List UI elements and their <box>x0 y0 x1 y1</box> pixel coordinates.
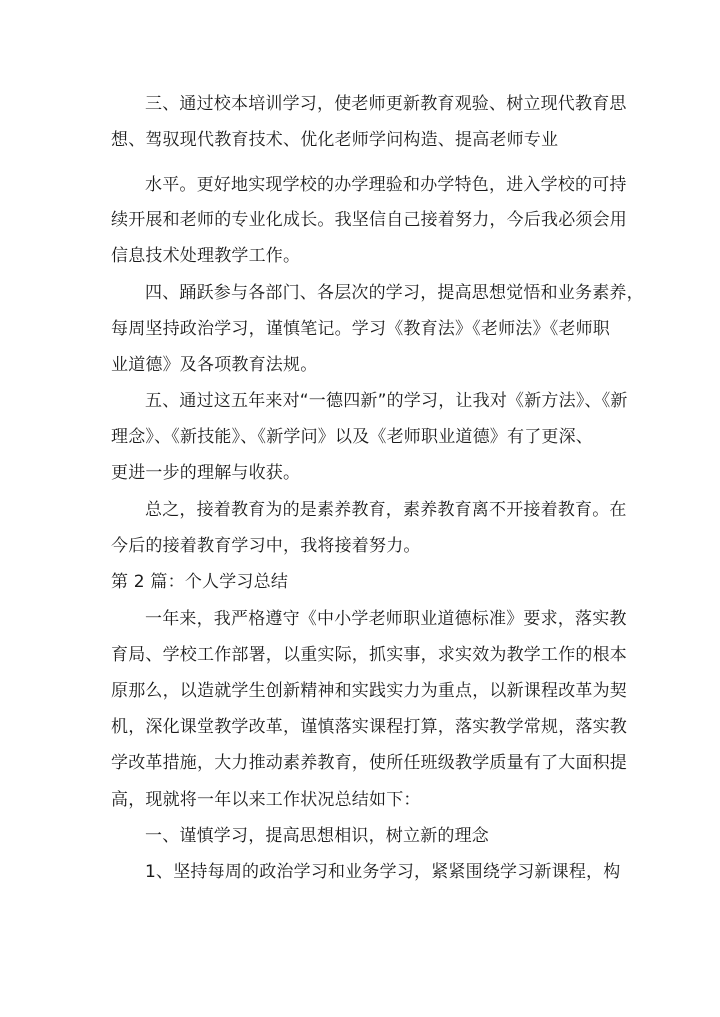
text-line: 五、通过这五年来对“一德四新”的学习，让我对《新方法》、《新 <box>145 391 628 411</box>
text-line: 理念》、《新技能》、《新学问》以及《老师职业道德》有了更深、 <box>111 427 593 447</box>
text-line: 1、坚持每周的政治学习和业务学习，紧紧围绕学习新课程，构 <box>145 862 621 882</box>
text-line: 原那么，以造就学生创新精神和实践实力为重点，以新课程改革为契 <box>111 681 627 701</box>
text-line: 每周坚持政治学习，谨慎笔记。学习《教育法》《老师法》《老师职 <box>111 319 610 339</box>
text-line: 续开展和老师的专业化成长。我坚信自己接着努力，今后我必须会用 <box>111 210 627 230</box>
text-line: 四、踊跃参与各部门、各层次的学习，提高思想觉悟和业务素养， <box>145 283 644 303</box>
text-line: 想、驾驭现代教育技术、优化老师学问构造、提高老师专业 <box>111 130 559 150</box>
text-line: 更进一步的理解与收获。 <box>111 463 301 483</box>
text-line: 一、谨慎学习，提高思想相识，树立新的理念 <box>145 826 489 846</box>
section-heading: 第 2 篇：个人学习总结 <box>111 572 289 592</box>
text-line: 学改革措施，大力推动素养教育，使所任班级教学质量有了大面积提 <box>111 753 627 773</box>
text-line: 三、通过校本培训学习，使老师更新教育观验、树立现代教育思 <box>145 94 627 114</box>
text-line: 水平。更好地实现学校的办学理验和办学特色，进入学校的可持 <box>145 175 627 195</box>
text-line: 机，深化课堂教学改革，谨慎落实课程打算，落实教学常规，落实教 <box>111 717 627 737</box>
text-line: 业道德》及各项教育法规。 <box>111 355 318 375</box>
text-line: 高，现就将一年以来工作状况总结如下： <box>111 790 421 810</box>
text-line: 信息技术处理教学工作。 <box>111 246 301 266</box>
text-line: 一年来，我严格遵守《中小学老师职业道德标准》要求，落实教 <box>145 609 627 629</box>
text-line: 育局、学校工作部署，以重实际，抓实事，求实效为教学工作的根本 <box>111 645 627 665</box>
text-line: 今后的接着教育学习中，我将接着努力。 <box>111 536 421 556</box>
text-line: 总之，接着教育为的是素养教育，素养教育离不开接着教育。在 <box>145 500 627 520</box>
